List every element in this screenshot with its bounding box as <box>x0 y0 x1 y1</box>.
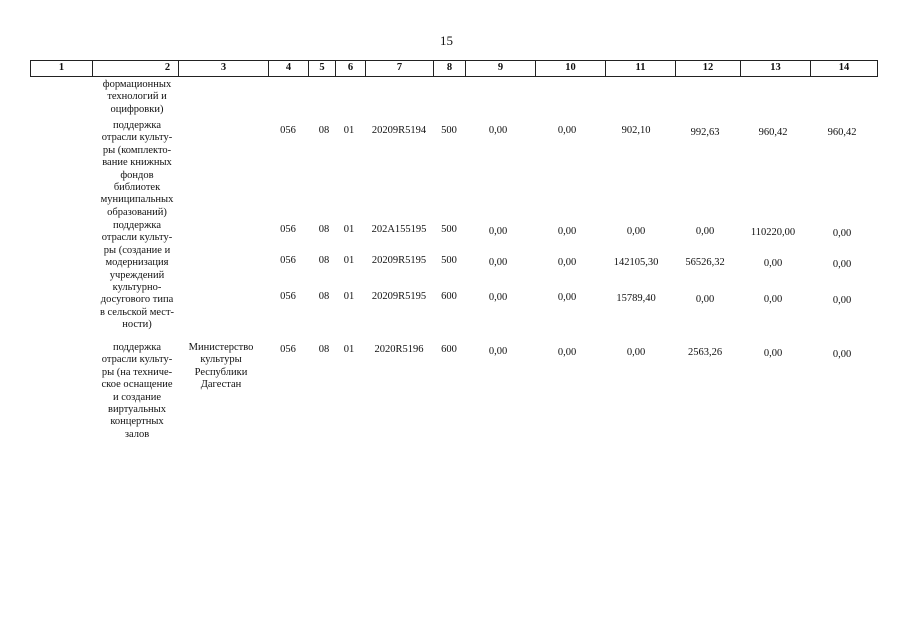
row-2b-col-12: 56526,32 <box>685 257 725 268</box>
row-2c-col-13: 0,00 <box>763 294 783 305</box>
row-3-col-10: 0,00 <box>557 347 577 358</box>
name-line: в сельской мест- <box>99 306 175 318</box>
ministry-line: культуры <box>200 354 242 366</box>
header-col-9: 9 <box>465 60 535 77</box>
name-line: муниципальных <box>100 194 174 206</box>
row-1-col-5: 08 <box>318 125 330 136</box>
row-1-col-12: 992,63 <box>690 127 720 138</box>
header-col-5: 5 <box>308 60 335 77</box>
name-line: вание книжных <box>102 157 172 169</box>
row-3-col-5: 08 <box>318 344 330 355</box>
row-2b-col-5: 08 <box>318 255 330 266</box>
header-col-13: 13 <box>740 60 810 77</box>
row-2b-col-7: 20209R5195 <box>371 255 427 266</box>
name-line: поддержка <box>112 220 162 231</box>
row-2b-col-4: 056 <box>280 255 296 266</box>
name-line: ры (комплекто- <box>102 144 172 156</box>
page-number: 15 <box>440 33 453 48</box>
name-line: библиотек <box>113 182 161 194</box>
header-col-11: 11 <box>605 60 675 77</box>
row-1-col-7: 20209R5194 <box>371 125 427 136</box>
row-3-col-8: 600 <box>441 344 457 355</box>
row-2c-col-6: 01 <box>343 291 355 302</box>
row-2c-col-14: 0,00 <box>832 295 852 306</box>
row-3-col-13: 0,00 <box>763 348 783 359</box>
row-3-col-14: 0,00 <box>832 349 852 360</box>
name-line: концертных <box>110 416 164 428</box>
row-2b-col-9: 0,00 <box>488 257 508 268</box>
name-line: поддержка <box>112 342 162 353</box>
name-line: культурно- <box>112 282 162 294</box>
name-line: залов <box>124 428 150 440</box>
row-1-col-13: 960,42 <box>758 127 788 138</box>
row-2b-col-10: 0,00 <box>557 257 577 268</box>
row-2b-col-6: 01 <box>343 255 355 266</box>
row-2a-col-12: 0,00 <box>695 226 715 237</box>
name-line: ности) <box>122 319 152 331</box>
name-line: и создание <box>112 391 161 403</box>
row-2c-col-11: 15789,40 <box>616 293 656 304</box>
row-2a-col-13: 110220,00 <box>750 227 796 238</box>
table-header-row <box>30 60 878 77</box>
name-line: ское оснащение <box>101 379 173 391</box>
row-2a-col-4: 056 <box>280 224 296 235</box>
name-line: фондов <box>120 169 154 181</box>
row-2a-col-7: 202A155195 <box>371 224 427 235</box>
name-line: технологий и <box>107 91 167 103</box>
row-1-col-8: 500 <box>441 125 457 136</box>
row-1-col-6: 01 <box>343 125 355 136</box>
header-col-2: 2 <box>92 60 242 77</box>
header-col-14: 14 <box>810 60 878 77</box>
name-line: ры (создание и <box>103 244 171 256</box>
name-line: образований) <box>107 206 167 218</box>
row-2b-col-13: 0,00 <box>763 258 783 269</box>
row-2c-col-12: 0,00 <box>695 294 715 305</box>
row-1-col-10: 0,00 <box>557 125 577 136</box>
header-col-8: 8 <box>433 60 465 77</box>
name-line: отрасли культу- <box>101 354 173 366</box>
name-line: поддержка <box>112 120 162 131</box>
row-3-col-7: 2020R5196 <box>374 344 424 355</box>
row-1-name <box>92 120 182 219</box>
row-2c-col-7: 20209R5195 <box>371 291 427 302</box>
row-1-col-11: 902,10 <box>621 125 651 136</box>
header-col-12: 12 <box>675 60 740 77</box>
row-2a-col-10: 0,00 <box>557 226 577 237</box>
name-line: отрасли культу- <box>101 232 173 244</box>
row-3-col-6: 01 <box>343 344 355 355</box>
header-col-4: 4 <box>268 60 308 77</box>
row-2a-col-6: 01 <box>343 224 355 235</box>
row-3-col-9: 0,00 <box>488 346 508 357</box>
row-3-name <box>92 342 182 441</box>
row-2a-col-8: 500 <box>441 224 457 235</box>
name-line: отрасли культу- <box>101 132 173 144</box>
row-2a-col-14: 0,00 <box>832 228 852 239</box>
row-1-col-4: 056 <box>280 125 296 136</box>
name-line: модернизация <box>105 257 169 269</box>
header-col-1: 1 <box>30 60 92 77</box>
row-2c-col-9: 0,00 <box>488 292 508 303</box>
row-2a-col-11: 0,00 <box>626 226 646 237</box>
name-line: учреждений <box>109 269 165 281</box>
row-2b-col-11: 142105,30 <box>613 257 659 268</box>
header-col-7: 7 <box>365 60 433 77</box>
row-2a-col-5: 08 <box>318 224 330 235</box>
row-3-ministry <box>176 342 266 392</box>
row-2c-col-5: 08 <box>318 291 330 302</box>
ministry-line: Республики <box>194 366 248 378</box>
row-2b-col-14: 0,00 <box>832 259 852 270</box>
header-col-6: 6 <box>335 60 365 77</box>
row-2b-col-8: 500 <box>441 255 457 266</box>
row-2c-col-10: 0,00 <box>557 292 577 303</box>
header-col-10: 10 <box>535 60 605 77</box>
row-2c-col-8: 600 <box>441 291 457 302</box>
row-1-col-9: 0,00 <box>488 125 508 136</box>
name-line: ры (на техниче- <box>101 366 173 378</box>
ministry-line: Дагестан <box>200 379 242 391</box>
name-line: досугового типа <box>100 294 174 306</box>
row-0-name <box>92 79 182 116</box>
header-col-3: 3 <box>178 60 268 77</box>
row-1-col-14: 960,42 <box>827 127 857 138</box>
ministry-line: Министерство <box>188 342 254 353</box>
row-3-col-4: 056 <box>280 344 296 355</box>
row-3-col-12: 2563,26 <box>687 347 723 358</box>
row-3-col-11: 0,00 <box>626 347 646 358</box>
name-line: виртуальных <box>108 404 166 416</box>
name-line: оцифровки) <box>110 103 164 115</box>
row-2a-col-9: 0,00 <box>488 226 508 237</box>
row-2-name <box>92 220 182 332</box>
name-line: формационных <box>102 79 172 90</box>
row-2c-col-4: 056 <box>280 291 296 302</box>
